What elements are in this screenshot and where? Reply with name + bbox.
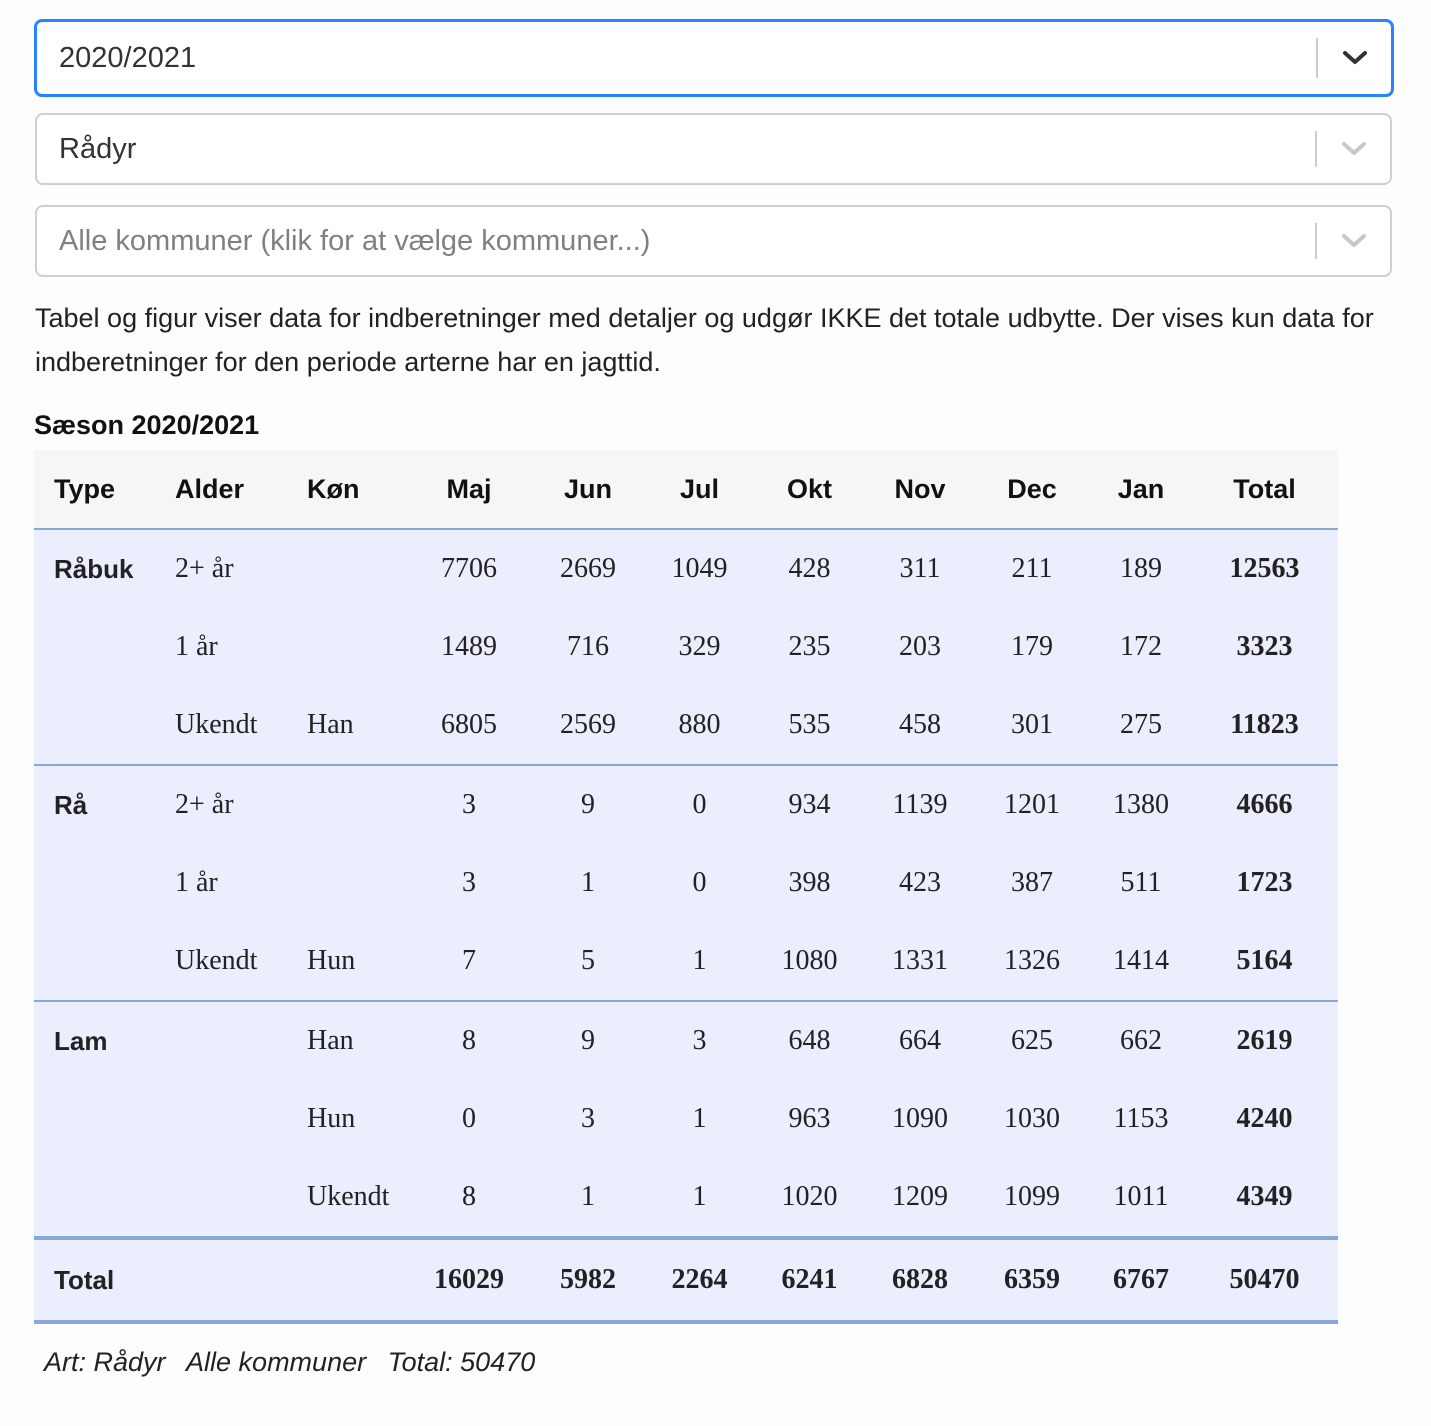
value-cell: 301 xyxy=(973,686,1091,765)
value-cell: 664 xyxy=(867,1001,973,1080)
value-cell: 716 xyxy=(529,608,647,686)
value-cell: 428 xyxy=(752,529,867,608)
type-cell xyxy=(34,608,155,686)
value-cell: 3 xyxy=(529,1080,647,1158)
value-cell: 1201 xyxy=(973,765,1091,844)
footer-municipalities: Alle kommuner xyxy=(186,1347,367,1377)
value-cell: 8 xyxy=(409,1001,529,1080)
table-row xyxy=(34,844,1338,922)
table-row xyxy=(34,1080,1338,1158)
table-caption: Sæson 2020/2021 xyxy=(34,410,260,440)
value-cell: 7 xyxy=(409,922,529,1001)
column-header: Køn xyxy=(287,450,409,529)
value-cell: 203 xyxy=(867,608,973,686)
value-cell: 8 xyxy=(409,1158,529,1238)
column-header: Dec xyxy=(973,450,1091,529)
sex-cell xyxy=(287,765,409,844)
season-select[interactable] xyxy=(34,19,1394,97)
value-cell: 7706 xyxy=(409,529,529,608)
value-cell: 1 xyxy=(529,844,647,922)
municipality-select-placeholder: Alle kommuner (klik for at vælge kommuner...) xyxy=(59,224,651,257)
value-cell: 423 xyxy=(867,844,973,922)
age-cell xyxy=(155,1001,287,1080)
sex-cell: Hun xyxy=(287,922,409,1001)
grand-total-cell: 50470 xyxy=(1191,1238,1338,1322)
column-header: Alder xyxy=(155,450,287,529)
sex-cell: Han xyxy=(287,1001,409,1080)
value-cell: 3 xyxy=(647,1001,752,1080)
value-cell: 1326 xyxy=(973,922,1091,1001)
row-total-cell: 3323 xyxy=(1191,608,1338,686)
type-cell: Rå xyxy=(34,765,155,844)
value-cell: 1153 xyxy=(1091,1080,1191,1158)
sex-cell: Hun xyxy=(287,1080,409,1158)
table-row xyxy=(34,1001,1338,1080)
month-total-cell: 16029 xyxy=(409,1238,529,1322)
month-total-cell: 6828 xyxy=(867,1238,973,1322)
sex-cell xyxy=(287,844,409,922)
age-cell xyxy=(155,1158,287,1238)
type-cell xyxy=(34,1080,155,1158)
value-cell: 880 xyxy=(647,686,752,765)
value-cell: 1331 xyxy=(867,922,973,1001)
column-header: Okt xyxy=(752,450,867,529)
summary-footer xyxy=(44,1347,549,1378)
value-cell: 934 xyxy=(752,765,867,844)
table-row xyxy=(34,765,1338,844)
value-cell: 5 xyxy=(529,922,647,1001)
value-cell: 235 xyxy=(752,608,867,686)
value-cell: 275 xyxy=(1091,686,1191,765)
table-row xyxy=(34,686,1338,765)
value-cell: 9 xyxy=(529,1001,647,1080)
total-label: Total xyxy=(34,1238,409,1322)
select-separator xyxy=(1315,223,1317,259)
select-separator xyxy=(1316,38,1318,78)
value-cell: 963 xyxy=(752,1080,867,1158)
value-cell: 1209 xyxy=(867,1158,973,1238)
chevron-down-icon[interactable] xyxy=(1339,22,1371,94)
value-cell: 1139 xyxy=(867,765,973,844)
value-cell: 3 xyxy=(409,844,529,922)
column-header: Maj xyxy=(409,450,529,529)
row-total-cell: 12563 xyxy=(1191,529,1338,608)
value-cell: 1090 xyxy=(867,1080,973,1158)
chevron-down-icon[interactable] xyxy=(1338,115,1370,183)
value-cell: 1 xyxy=(647,1080,752,1158)
value-cell: 2669 xyxy=(529,529,647,608)
species-select[interactable] xyxy=(35,113,1392,185)
value-cell: 387 xyxy=(973,844,1091,922)
value-cell: 1080 xyxy=(752,922,867,1001)
sex-cell: Ukendt xyxy=(287,1158,409,1238)
value-cell: 1380 xyxy=(1091,765,1191,844)
chevron-down-icon[interactable] xyxy=(1338,207,1370,275)
month-total-cell: 6359 xyxy=(973,1238,1091,1322)
month-total-cell: 6241 xyxy=(752,1238,867,1322)
row-total-cell: 1723 xyxy=(1191,844,1338,922)
value-cell: 9 xyxy=(529,765,647,844)
value-cell: 1 xyxy=(647,1158,752,1238)
value-cell: 179 xyxy=(973,608,1091,686)
value-cell: 172 xyxy=(1091,608,1191,686)
row-total-cell: 4349 xyxy=(1191,1158,1338,1238)
value-cell: 662 xyxy=(1091,1001,1191,1080)
value-cell: 1099 xyxy=(973,1158,1091,1238)
value-cell: 1030 xyxy=(973,1080,1091,1158)
value-cell: 1489 xyxy=(409,608,529,686)
table-row xyxy=(34,529,1338,608)
column-header: Jun xyxy=(529,450,647,529)
row-total-cell: 5164 xyxy=(1191,922,1338,1001)
age-cell: Ukendt xyxy=(155,922,287,1001)
age-cell: 1 år xyxy=(155,608,287,686)
value-cell: 311 xyxy=(867,529,973,608)
value-cell: 0 xyxy=(647,765,752,844)
column-header: Nov xyxy=(867,450,973,529)
row-total-cell: 4240 xyxy=(1191,1080,1338,1158)
value-cell: 1020 xyxy=(752,1158,867,1238)
type-cell xyxy=(34,844,155,922)
footer-species: Art: Rådyr xyxy=(44,1347,166,1377)
age-cell: 1 år xyxy=(155,844,287,922)
row-total-cell: 4666 xyxy=(1191,765,1338,844)
value-cell: 0 xyxy=(647,844,752,922)
season-select-value: 2020/2021 xyxy=(59,41,197,74)
type-cell xyxy=(34,686,155,765)
type-cell: Råbuk xyxy=(34,529,155,608)
value-cell: 1 xyxy=(647,922,752,1001)
age-cell: 2+ år xyxy=(155,765,287,844)
select-separator xyxy=(1315,131,1317,167)
species-select-value: Rådyr xyxy=(59,132,137,165)
value-cell: 329 xyxy=(647,608,752,686)
column-header: Total xyxy=(1191,450,1338,529)
sex-cell: Han xyxy=(287,686,409,765)
table-row xyxy=(34,1158,1338,1238)
sex-cell xyxy=(287,529,409,608)
table-row xyxy=(34,922,1338,1001)
age-cell xyxy=(155,1080,287,1158)
value-cell: 0 xyxy=(409,1080,529,1158)
row-total-cell: 11823 xyxy=(1191,686,1338,765)
sex-cell xyxy=(287,608,409,686)
value-cell: 1011 xyxy=(1091,1158,1191,1238)
type-cell: Lam xyxy=(34,1001,155,1080)
value-cell: 1049 xyxy=(647,529,752,608)
row-total-cell: 2619 xyxy=(1191,1001,1338,1080)
value-cell: 189 xyxy=(1091,529,1191,608)
value-cell: 6805 xyxy=(409,686,529,765)
value-cell: 458 xyxy=(867,686,973,765)
value-cell: 1 xyxy=(529,1158,647,1238)
value-cell: 1414 xyxy=(1091,922,1191,1001)
harvest-table xyxy=(34,450,1338,1324)
value-cell: 3 xyxy=(409,765,529,844)
column-header: Jul xyxy=(647,450,752,529)
value-cell: 535 xyxy=(752,686,867,765)
age-cell: Ukendt xyxy=(155,686,287,765)
value-cell: 625 xyxy=(973,1001,1091,1080)
value-cell: 648 xyxy=(752,1001,867,1080)
value-cell: 211 xyxy=(973,529,1091,608)
value-cell: 2569 xyxy=(529,686,647,765)
value-cell: 398 xyxy=(752,844,867,922)
type-cell xyxy=(34,922,155,1001)
municipality-select[interactable] xyxy=(35,205,1392,277)
footer-total: Total: 50470 xyxy=(387,1347,536,1377)
type-cell xyxy=(34,1158,155,1238)
column-header: Type xyxy=(34,450,155,529)
total-row xyxy=(34,1238,1338,1322)
age-cell: 2+ år xyxy=(155,529,287,608)
month-total-cell: 6767 xyxy=(1091,1238,1191,1322)
month-total-cell: 5982 xyxy=(529,1238,647,1322)
value-cell: 511 xyxy=(1091,844,1191,922)
table-row xyxy=(34,608,1338,686)
month-total-cell: 2264 xyxy=(647,1238,752,1322)
header-row xyxy=(34,450,1338,529)
info-note: Tabel og figur viser data for indberetninger med detaljer og udgør IKKE det totale udbytte. Der vises kun data for indberetninger for den periode arterne har en jagttid. xyxy=(35,303,1374,377)
column-header: Jan xyxy=(1091,450,1191,529)
